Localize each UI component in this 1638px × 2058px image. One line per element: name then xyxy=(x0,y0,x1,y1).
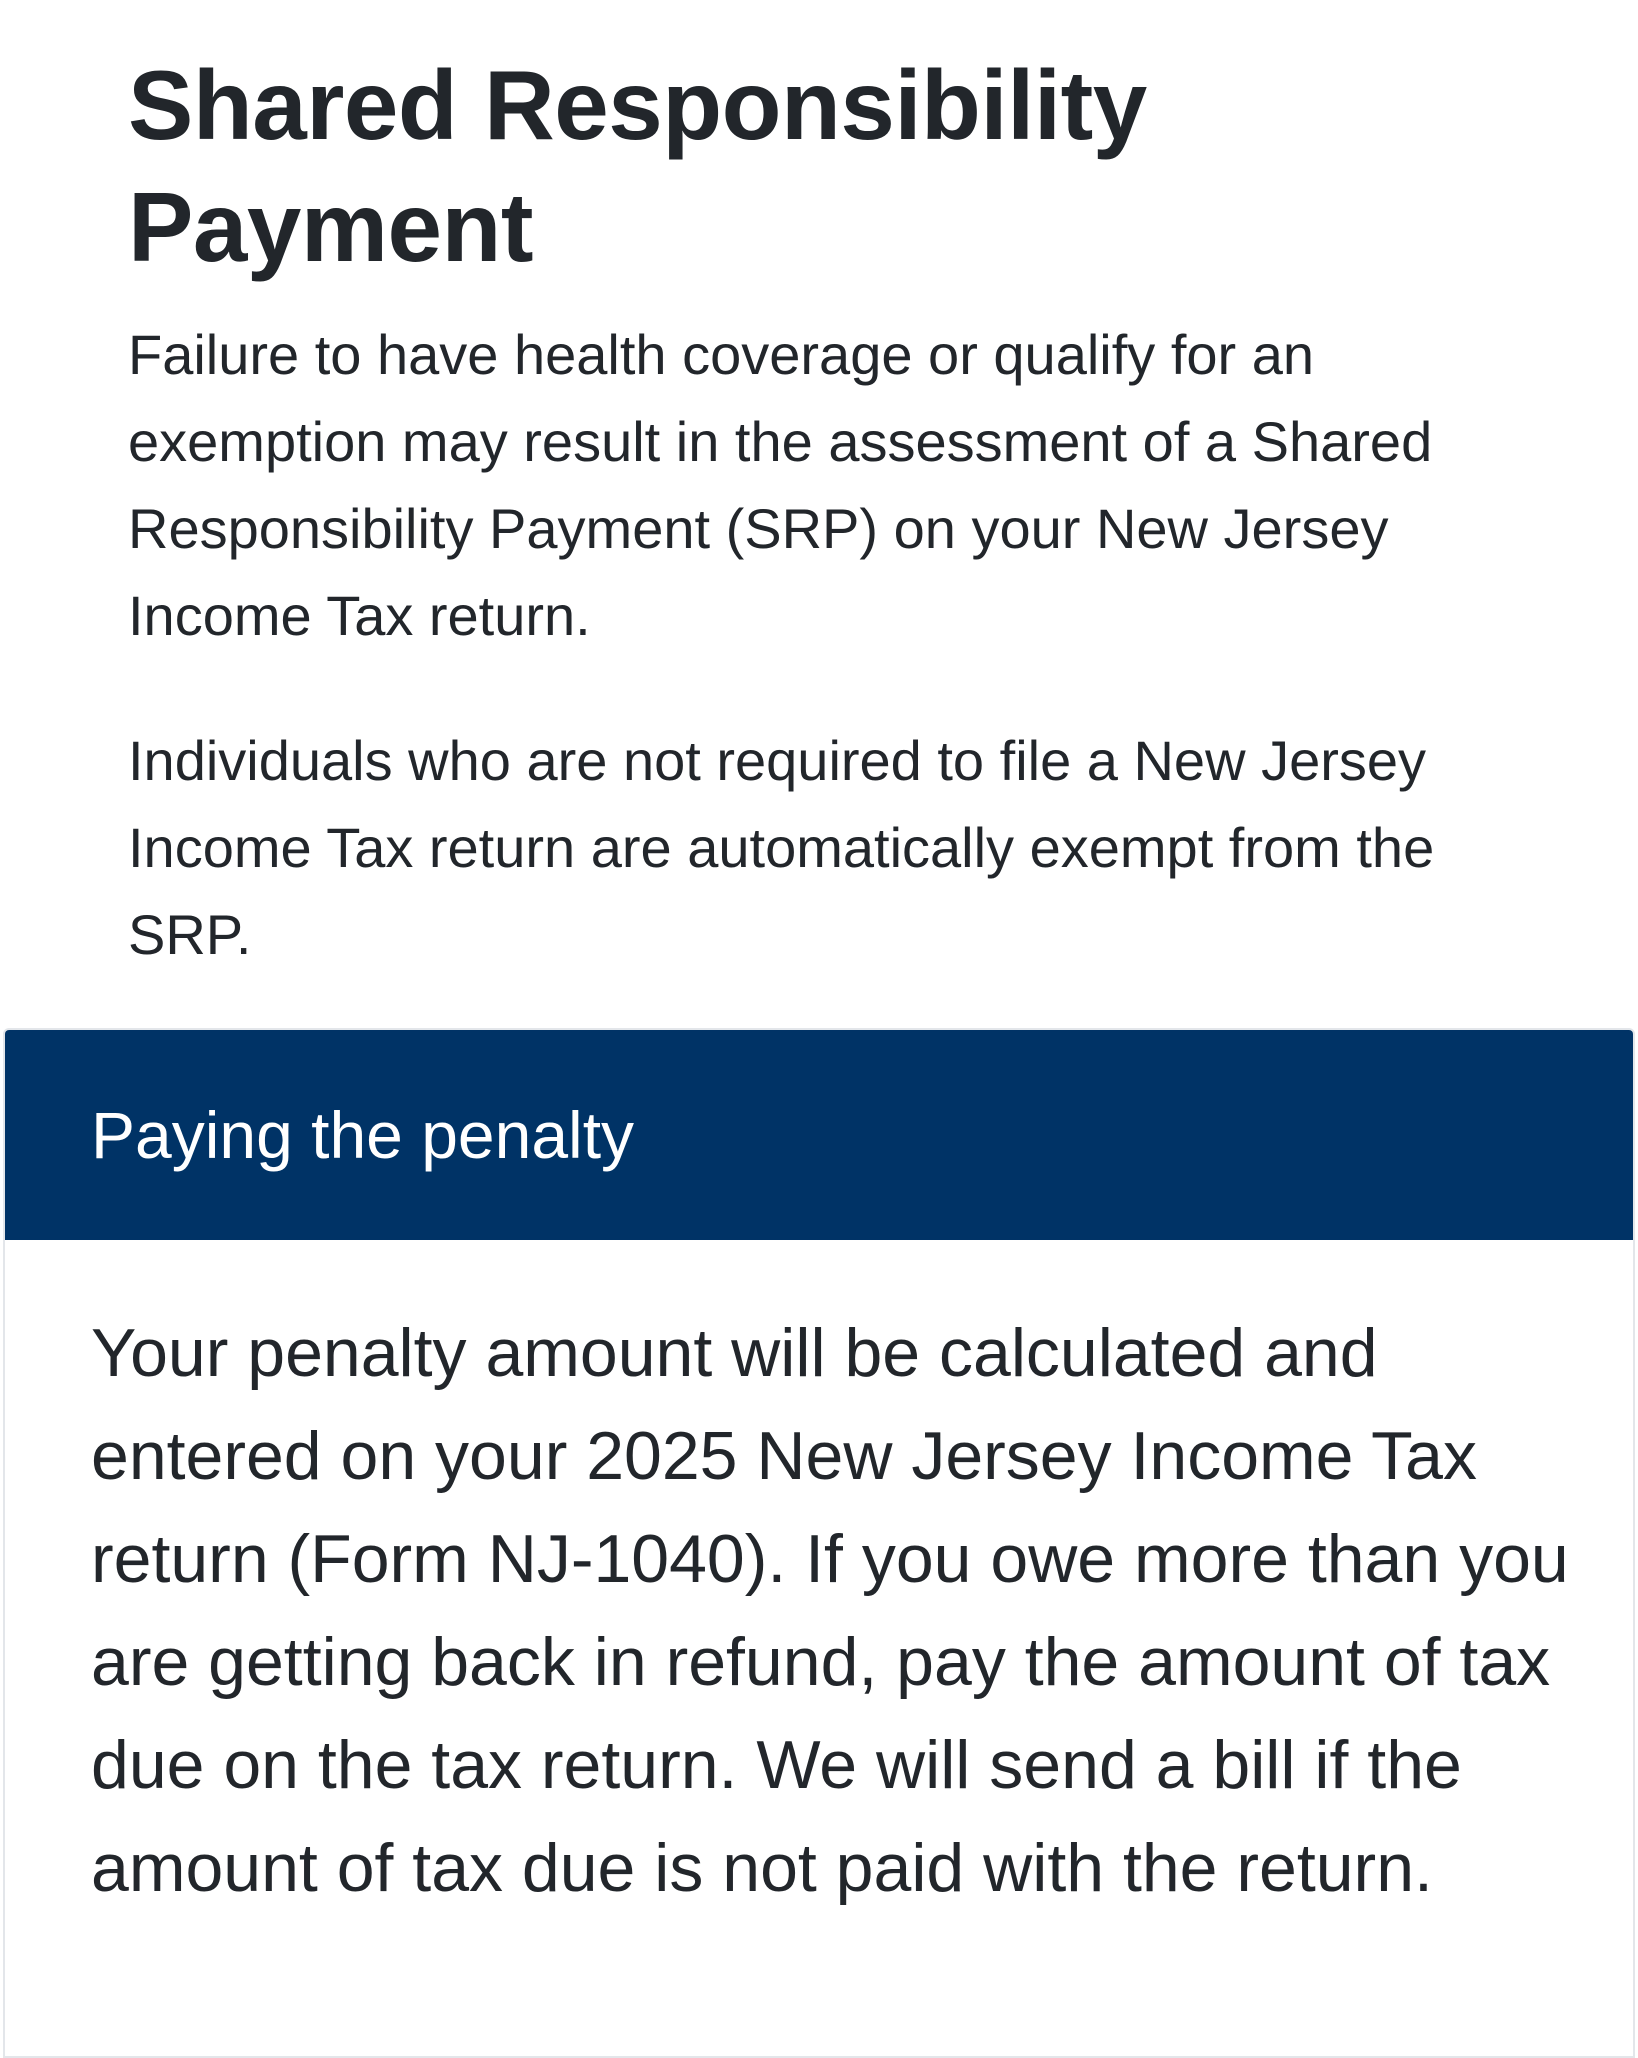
accordion-body-text: Your penalty amount will be calculated and entered on your 2025 New Jersey Income Tax return (Form NJ-1040). If you owe more than you are getting back in refund, pay the amount of tax due on the tax return. We will send a bill if the amount of tax due is not paid with the return. xyxy=(91,1315,1569,1906)
paying-penalty-accordion-body xyxy=(5,1240,1633,1920)
intro-paragraph-srp-exemption: Individuals who are not required to file a New Jersey Income Tax return are automatically exempt from the SRP. xyxy=(128,729,1435,966)
intro-paragraph-srp-assessment: Failure to have health coverage or qualify for an exemption may result in the assessment of a Shared Responsibility Payment (SRP) on your New Jersey Income Tax return. xyxy=(128,323,1433,647)
paying-penalty-accordion-header[interactable] xyxy=(5,1030,1633,1240)
page-title: Shared Responsibility Payment xyxy=(128,50,1147,282)
accordion-header-label: Paying the penalty xyxy=(91,1098,635,1172)
paying-penalty-accordion xyxy=(3,1028,1635,2058)
